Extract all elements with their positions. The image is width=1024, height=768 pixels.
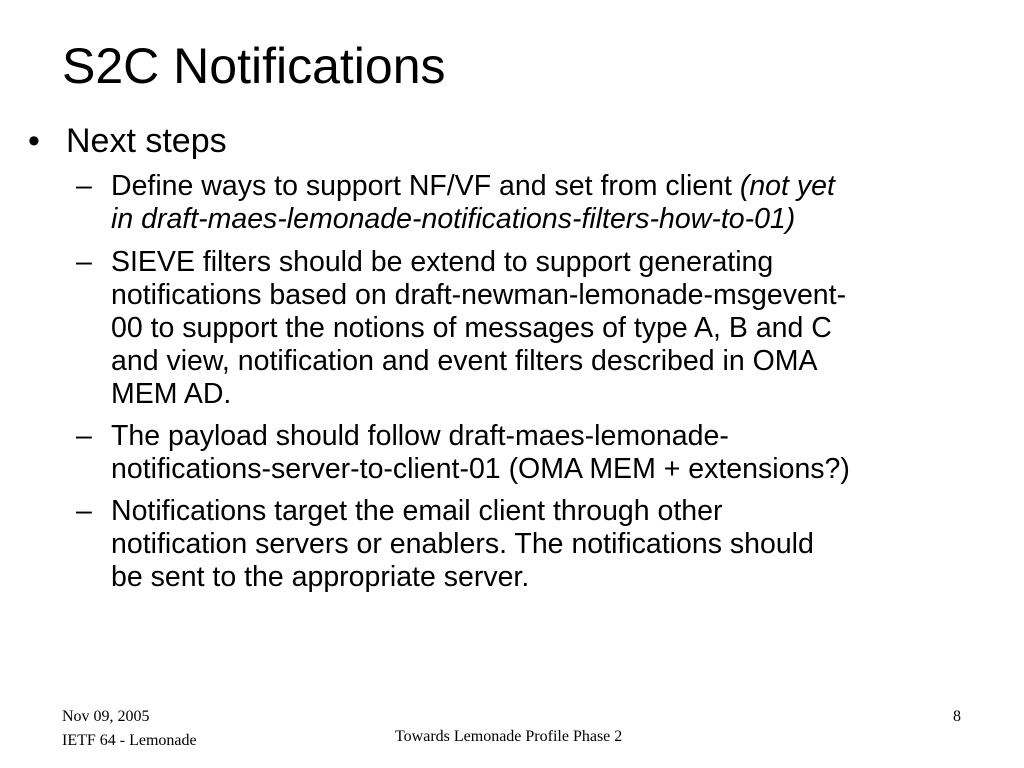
text-line: be sent to the appropriate server. bbox=[111, 561, 530, 593]
slide-title: S2C Notifications bbox=[62, 38, 446, 94]
text-line: notification servers or enablers. The notifications should bbox=[111, 528, 814, 560]
text-line: Notifications target the email client through other bbox=[111, 495, 723, 527]
sub-bullet-1 bbox=[76, 170, 1006, 236]
sub-bullet-text bbox=[111, 495, 1006, 594]
page-number: 8 bbox=[953, 708, 961, 725]
sub-bullet-text bbox=[111, 246, 1006, 411]
text-line: SIEVE filters should be extend to support generating bbox=[111, 246, 774, 278]
text-normal: Define ways to support NF/VF and set from client bbox=[111, 170, 740, 202]
text-line: MEM AD. bbox=[111, 378, 232, 410]
dash-icon: – bbox=[76, 495, 92, 527]
main-bullet-text: Next steps bbox=[66, 122, 227, 160]
footer-group: IETF 64 - Lemonade bbox=[62, 732, 197, 749]
dash-icon: – bbox=[76, 170, 92, 202]
sub-bullet-3 bbox=[76, 420, 1006, 486]
sub-bullet-2 bbox=[76, 246, 1006, 411]
sub-bullet-text bbox=[111, 170, 1006, 236]
text-italic: in draft-maes-lemonade-notifications-filters-how-to-01) bbox=[111, 203, 796, 235]
text-line bbox=[111, 170, 1006, 203]
footer-presentation-title: Towards Lemonade Profile Phase 2 bbox=[395, 728, 623, 745]
sub-bullet-text bbox=[111, 420, 1006, 486]
text-line: 00 to support the notions of messages of type A, B and C bbox=[111, 312, 832, 344]
footer-date: Nov 09, 2005 bbox=[62, 708, 150, 725]
text-italic: (not yet bbox=[739, 170, 835, 202]
main-bullet bbox=[28, 121, 227, 161]
dash-icon: – bbox=[76, 420, 92, 452]
text-line: notifications based on draft-newman-lemonade-msgevent- bbox=[111, 279, 847, 311]
text-line: notifications-server-to-client-01 (OMA MEM + extensions?) bbox=[111, 453, 850, 485]
bullet-icon: • bbox=[28, 122, 40, 160]
text-line bbox=[111, 203, 1006, 236]
sub-bullet-4 bbox=[76, 495, 1006, 594]
text-line: and view, notification and event filters described in OMA bbox=[111, 345, 818, 377]
text-line: The payload should follow draft-maes-lemonade- bbox=[111, 420, 729, 452]
dash-icon: – bbox=[76, 246, 92, 278]
